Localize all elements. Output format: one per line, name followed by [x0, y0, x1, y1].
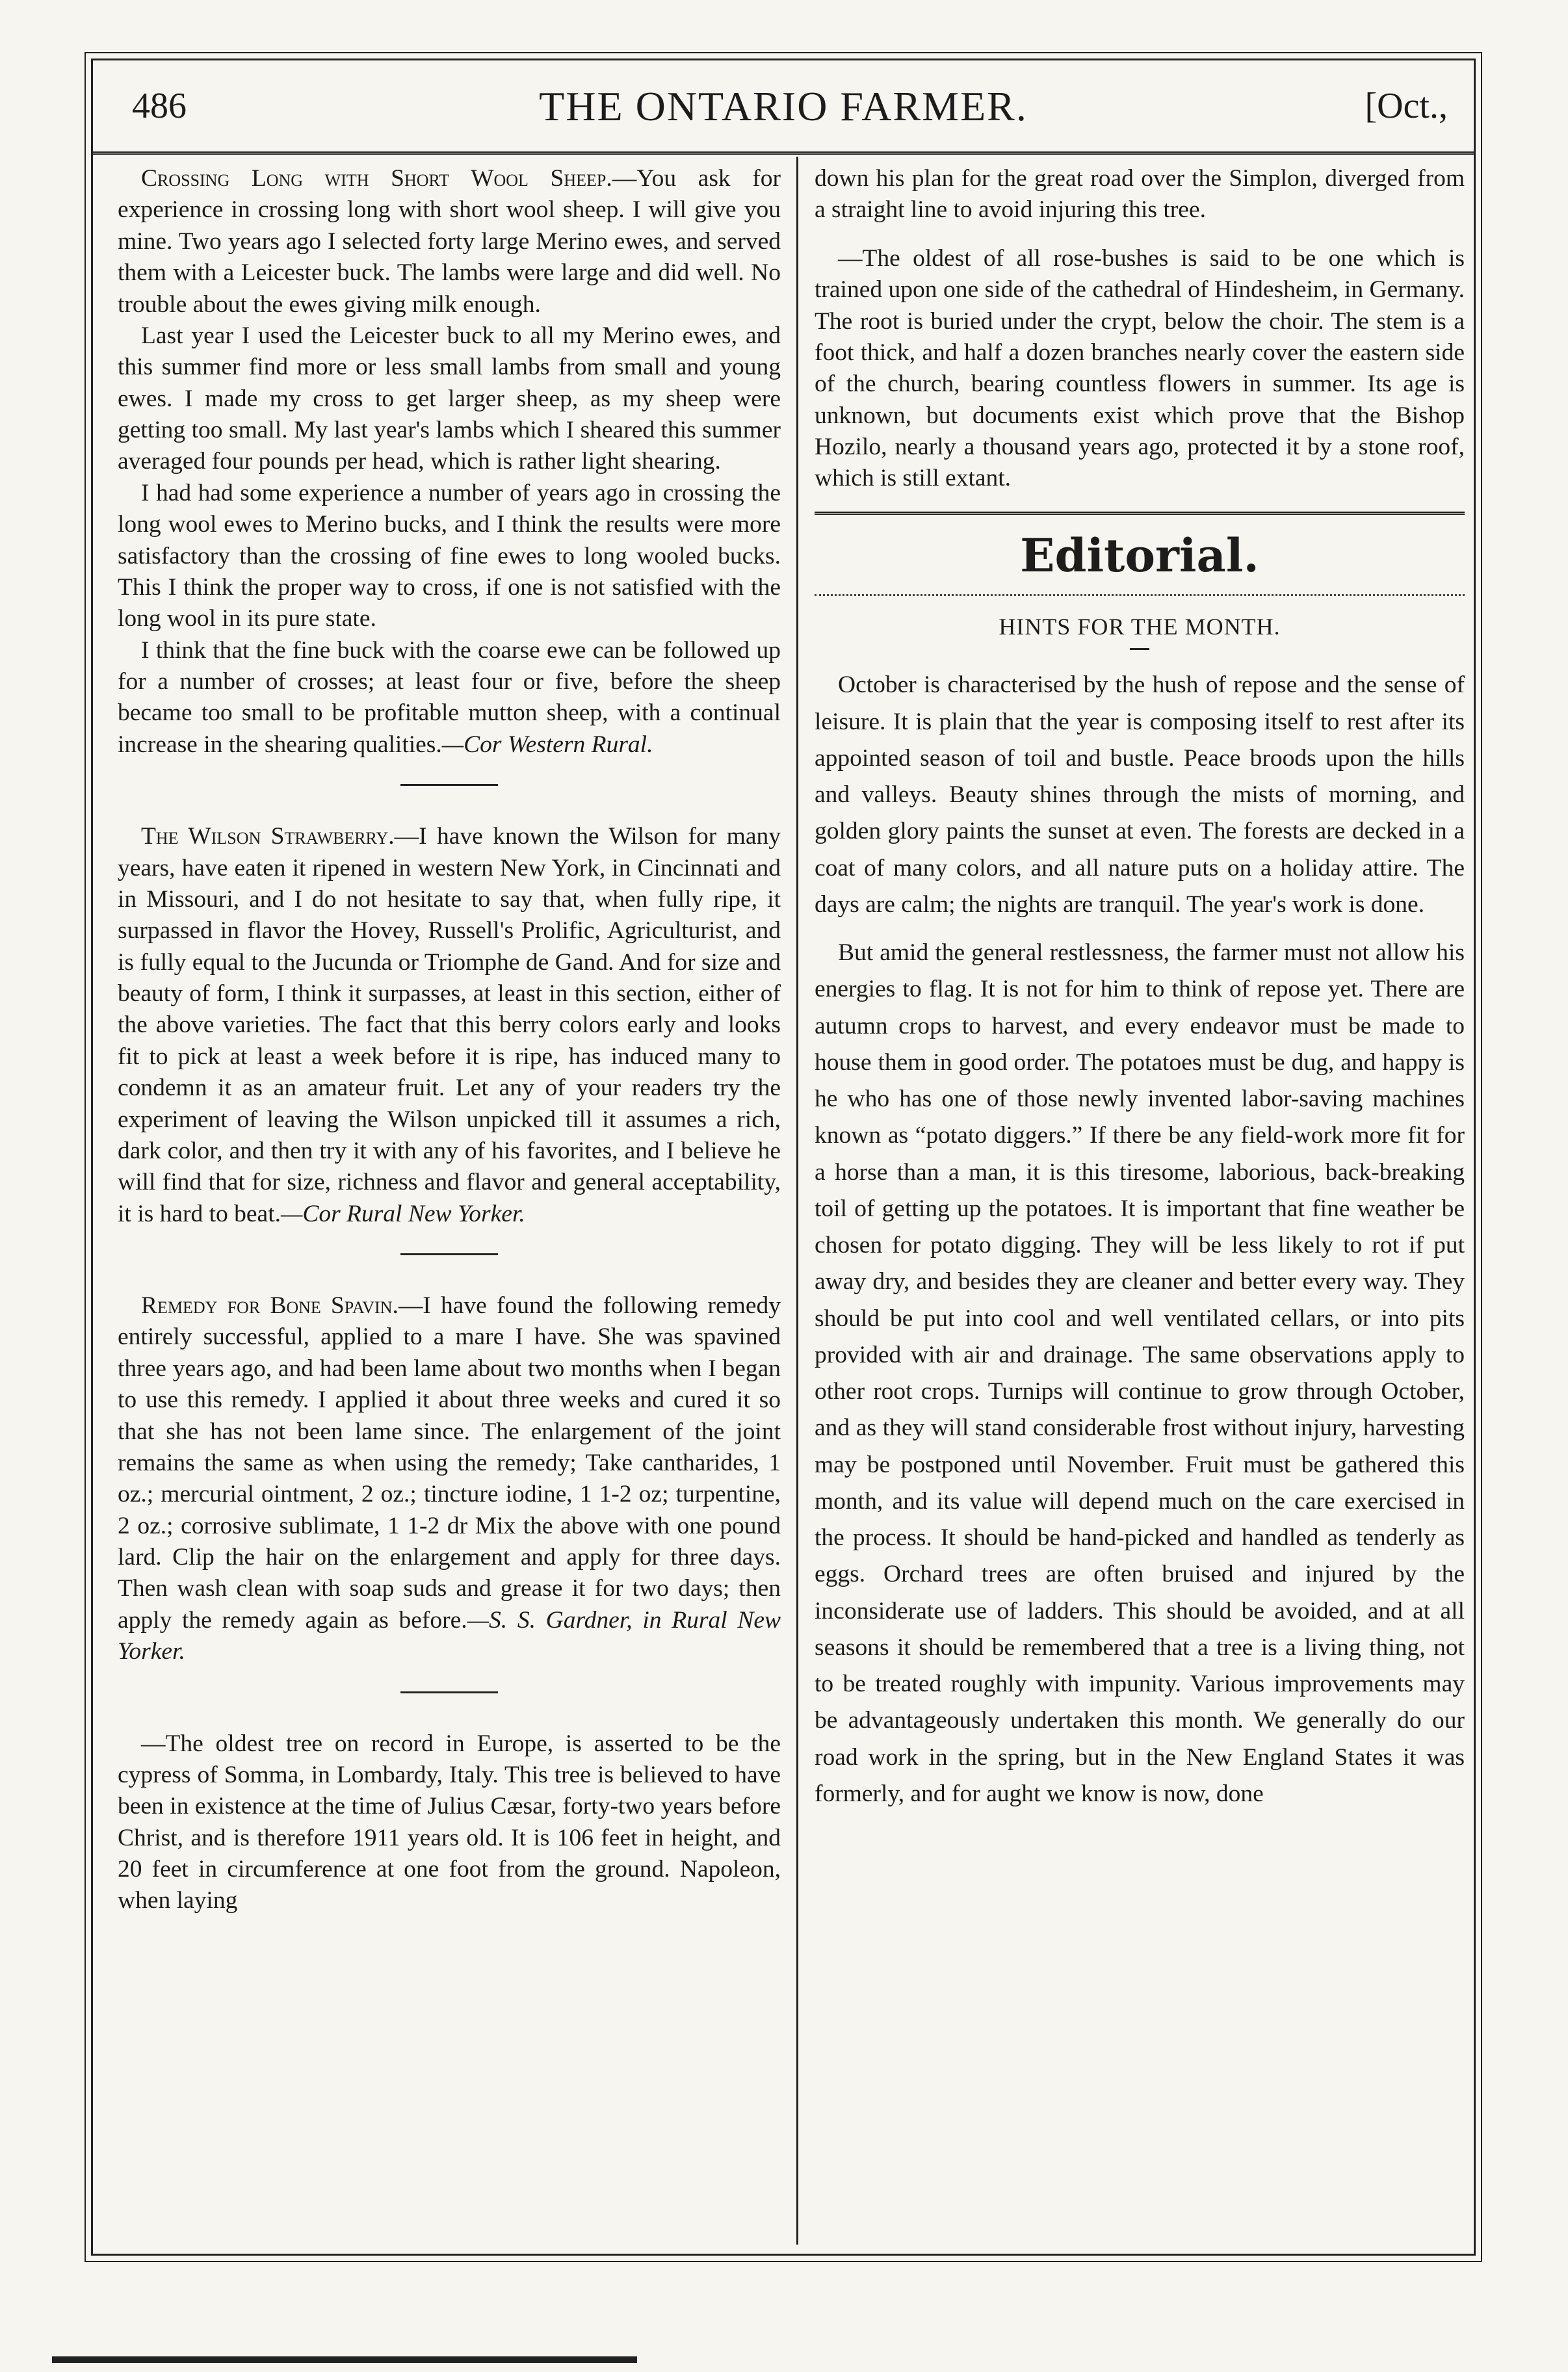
hints-paragraph: But amid the general restlessness, the farmer must not allow his energies to flag. It is not for him to think of repose yet. There are autumn crops to harvest, and every endeavor must be made to house them in good order. The potatoes must be dug, and happy is he who has one of those newly invented labor-saving machines known as “potato diggers.” If there be any field-work more fit for a horse than a man, it is this tiresome, laborious, back-breaking toil of getting up the potatoes. It is important that fine weather be chosen for potato digging. They will be less likely to rot if put away dry, and besides they are cleaner and better every way. They should be put into cool and well ventilated cellars, or into pits provided with air and drainage. The same observations apply to other root crops. Turnips will continue to grow through October, and as they will stand considerable frost without injury, harvesting may be postponed until November. Fruit must be gathered this month, and its value will depend much on the care exercised in the process. It should be hand-picked and handled as tenderly as eggs. Orchard trees are often bruised and injured by the inconsiderate use of ladders. This should be avoided, and at all seasons it should be remembered that a tree is a living thing, not to be treated roughly with impunity. Various improvements may be advantageously undertaken this month. We generally do our road work in the spring, but in the New England States it was formerly, and for aught we know is now, done	[815, 939, 1465, 1807]
article-bone-spavin	[118, 1290, 781, 1668]
article-paragraph: I had had some experience a number of years ago in crossing the long wool ewes to Merino bucks, and I think the results were more satisfactory than the crossing of fine ewes to long wooled bucks. This I think the proper way to cross, if one is not satisfied with the long wool in its pure state.	[118, 479, 781, 632]
article-source: —Cor Western Rural.	[441, 731, 653, 758]
right-column	[815, 163, 1465, 2241]
editorial-heading: Editorial.	[1020, 528, 1259, 582]
bottom-rule	[52, 2356, 637, 2363]
article-oldest-tree	[118, 1728, 781, 1917]
article-paragraph: —You ask for experience in crossing long with short wool sheep. I will give you mine. Two years ago I selected forty large Merino ewes, and served them with a Leicester buck. The lambs were large and did well. No trouble about the ewes giving milk enough.	[118, 165, 781, 318]
page-number: 486	[132, 86, 187, 126]
newspaper-page	[91, 59, 1476, 2256]
article-lead: Remedy for Bone Spavin.	[141, 1292, 399, 1319]
separator	[400, 784, 498, 786]
article-lead: The Wilson Strawberry.	[141, 823, 395, 850]
article-paragraph: I think that the fine buck with the coarse ewe can be followed up for a number of crosses; at least four or five, before the sheep became too small to be profitable mutton sheep, with a continual increase in the shearing qualities.	[118, 636, 781, 758]
article-lead: Crossing Long with Short Wool Sheep.	[141, 165, 612, 192]
article-source: —S. S. Gardner, in Rural New Yorker.	[118, 1606, 781, 1665]
article-continuation: down his plan for the great road over the Simplon, diverged from a straight line to avoid injuring this tree.	[815, 165, 1465, 224]
article-rosebush: —The oldest of all rose-bushes is said to be one which is trained upon one side of the cathedral of Hindesheim, in Germany. The root is buried under the crypt, below the choir. The stem is a foot thick, and half a dozen branches nearly cover the eastern side of the church, bearing countless flowers in summer. Its age is unknown, but documents exist which prove that the Bishop Hozilo, nearly a thousand years ago, protected it by a stone roof, which is still extant.	[815, 244, 1465, 492]
section-rule	[815, 512, 1465, 515]
article-paragraph: Last year I used the Leicester buck to all my Merino ewes, and this summer find more or less small lambs from small and young ewes. I made my cross to get larger sheep, as my sheep were getting too small. My last year's lambs which I sheared this summer averaged four pounds per head, which is rather light shearing.	[118, 322, 781, 475]
heading-dash	[1130, 648, 1149, 650]
issue-month: [Oct.,	[1365, 86, 1448, 126]
running-title: THE ONTARIO FARMER.	[539, 83, 1028, 129]
article-wilson-strawberry	[118, 821, 781, 1230]
column-divider	[796, 157, 798, 2245]
hints-body	[815, 667, 1465, 1812]
separator	[400, 1253, 498, 1255]
left-column	[118, 163, 781, 2241]
page-header	[93, 60, 1474, 155]
dotted-rule	[815, 594, 1465, 596]
article-paragraph: —I have known the Wilson for many years, have eaten it ripened in western New York, in Cincinnati and in Missouri, and I do not hesitate to say that, when fully ripe, it surpassed in flavor the Hovey, Russell's Prolific, Agriculturist, and is fully equal to the Jucunda or Triomphe de Gand. And for size and beauty of form, I think it surpasses, at least in this section, either of the above varieties. The fact that this berry colors early and looks fit to pick at least a week before it is ripe, has induced many to condemn it as an amateur fruit. Let any of your readers try the experiment of leaving the Wilson unpicked till it assumes a rich, dark color, and then try it with any of his favorites, and I believe he will find that for size, richness and flavor and general acceptability, it is hard to beat.	[118, 823, 781, 1227]
separator	[400, 1691, 498, 1693]
article-source: —Cor Rural New Yorker.	[280, 1200, 525, 1227]
hints-paragraph: October is characterised by the hush of repose and the sense of leisure. It is plain that the year is composing itself to rest after its appointed season of toil and bustle. Peace broods upon the hills and valleys. Beauty shines through the mists of morning, and golden glory paints the sunset at even. The forests are decked in a coat of many colors, and all nature puts on a holiday attire. The days are calm; the nights are tranquil. The year's work is done.	[815, 671, 1465, 918]
article-crossing-sheep	[118, 163, 781, 761]
article-paragraph: —The oldest tree on record in Europe, is asserted to be the cypress of Somma, in Lombardy, Italy. This tree is believed to have been in existence at the time of Julius Cæsar, forty-two years before Christ, and is therefore 1911 years old. It is 106 feet in height, and 20 feet in circumference at one foot from the ground. Napoleon, when laying	[118, 1730, 781, 1914]
hints-heading: HINTS FOR THE MONTH.	[999, 614, 1281, 640]
article-paragraph: —I have found the following remedy entirely successful, applied to a mare I have. She was spavined three years ago, and had been lame about two months when I began to use this remedy. I applied it about three weeks and cured it so that she has not been lame since. The enlargement of the joint remains the same as when using the remedy; Take cantharides, 1 oz.; mercurial ointment, 2 oz.; tincture iodine, 1 1-2 oz; turpentine, 2 oz.; corrosive sublimate, 1 1-2 dr Mix the above with one pound lard. Clip the hair on the enlargement and apply for three days. Then wash clean with soap suds and grease it for two days; then apply the remedy again as before.	[118, 1292, 781, 1634]
